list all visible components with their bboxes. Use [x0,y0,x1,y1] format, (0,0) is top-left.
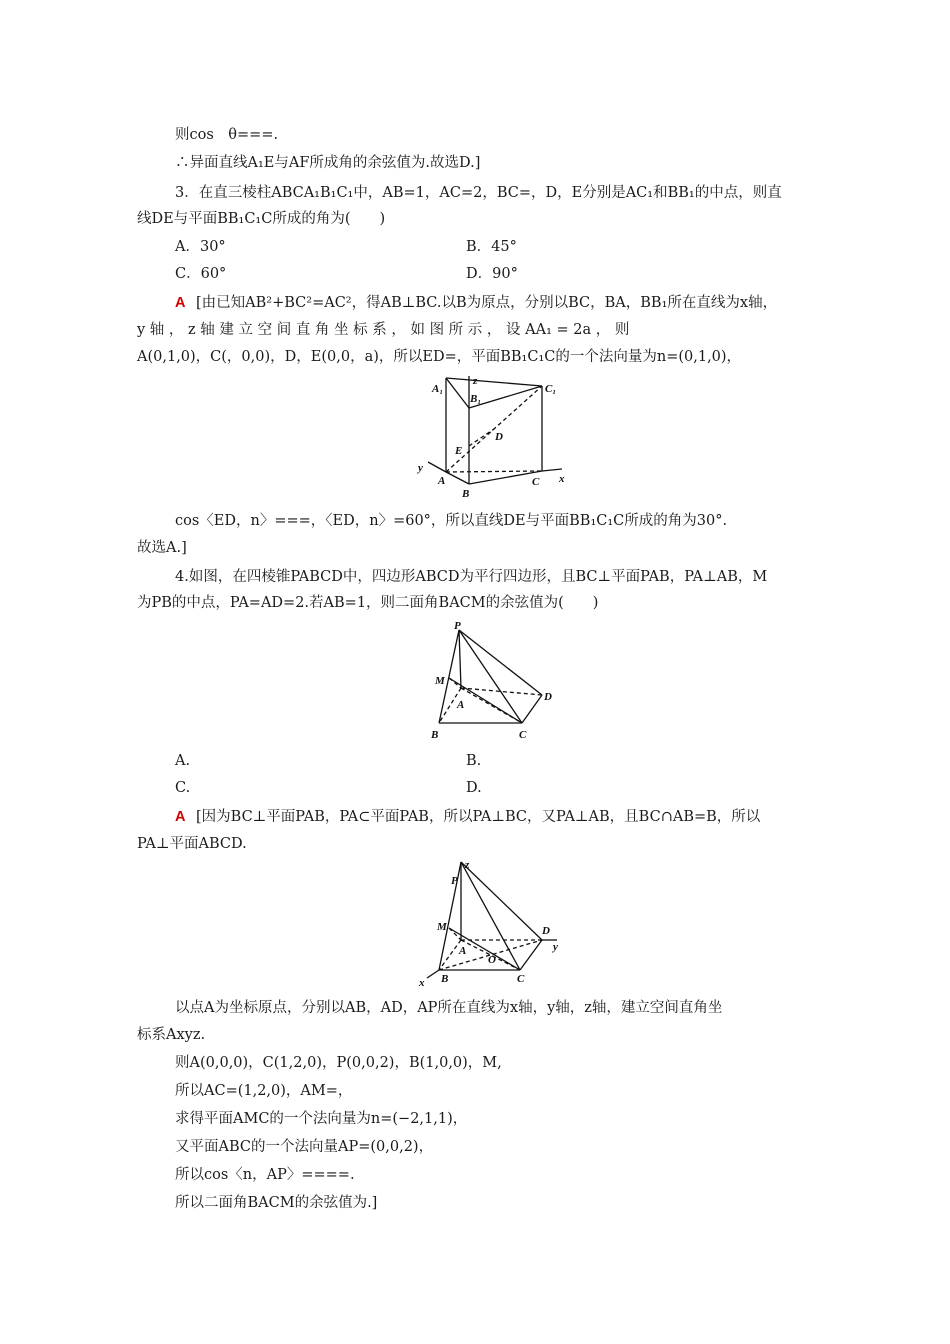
label-B: B [441,973,449,985]
answer-label: A [175,809,186,825]
problem-4-stem: 4.如图，在四棱锥PABCD中，四边形ABCD为平行四边形，且BC⊥平面PAB，PA⊥AB，M [175,569,768,585]
label-y: y [418,462,423,474]
label-x: x [419,977,425,989]
solution-line: 求得平面AMC的一个法向量为n=(−2,1,1)， [175,1111,468,1127]
label-D: D [544,691,552,703]
solution-line: 则A(0,0,0)，C(1,2,0)，P(0,0,2)，B(1,0,0)，M, [175,1055,502,1071]
solution-line: PA⊥平面ABCD. [137,836,247,852]
label-B1: B₁ [470,393,482,405]
label-A: A [457,699,465,711]
solution-line: cos〈ED，n〉===，〈ED，n〉=60°，所以直线DE与平面BB₁C₁C所成的角为30°. [175,513,728,529]
label-z: z [473,375,478,387]
solution-line: [因为BC⊥平面PAB，PA⊂平面PAB，所以PA⊥BC，又PA⊥AB，且BC∩AB=B，所以 [196,809,761,825]
label-M: M [435,675,445,687]
choice-d: D．90° [466,266,518,282]
choice-c: C. [175,780,191,796]
label-M: M [437,921,447,933]
label-O: O [488,954,496,966]
label-C: C [519,729,527,741]
label-B: B [431,729,439,741]
problem-4-stem: 为PB的中点，PA=AD=2.若AB=1，则二面角BACM的余弦值为( ) [137,595,599,611]
choice-b: B. [466,753,482,769]
solution-line: 故选A.] [137,540,187,556]
label-E: E [455,445,463,457]
label-P: P [454,620,461,632]
solution-line: 以点A为坐标原点，分别以AB，AD，AP所在直线为x轴，y轴，z轴，建立空间直角坐 [175,1000,723,1016]
solution-line: 又平面ABC的一个法向量AP=(0,0,2)， [175,1139,434,1155]
solution-line: 所以cos〈n，AP〉====. [175,1167,355,1183]
label-x: x [559,473,565,485]
solution-line: A(0,1,0)，C(，0,0)，D，E(0,0，a)，所以ED=，平面BB₁C₁C的一个法向量为n=(0,1,0)， [137,349,742,365]
label-y: y [553,941,558,953]
choice-c: C．60° [175,266,227,282]
label-B: B [462,488,470,500]
label-D: D [495,431,503,443]
solution-line: 所以二面角BACM的余弦值为.] [175,1195,378,1211]
text-line: 则cos θ===. [175,127,279,143]
problem-3-stem: 3．在直三棱柱ABCA₁B₁C₁中，AB=1，AC=2，BC=，D，E分别是AC₁和BB₁的中点，则直 [175,185,782,201]
label-P: P [451,875,458,887]
label-A1: A₁ [432,383,444,395]
solution-line: 标系Axyz. [137,1027,206,1043]
label-A: A [438,475,446,487]
label-C1: C₁ [545,383,557,395]
text-line: ∴异面直线A₁E与AF所成角的余弦值为.故选D.] [175,155,481,171]
choice-b: B．45° [466,239,517,255]
prism-figure [410,372,580,500]
pyramid-axes-figure [415,858,575,988]
solution-line: y 轴 ， z 轴 建 立 空 间 直 角 坐 标 系 ， 如 图 所 示 ， 设 AA₁ = 2a ， 则 [137,322,630,338]
choice-a: A. [175,753,191,769]
choice-a: A．30° [175,239,226,255]
solution-line: 所以AC=(1,2,0)，AM=， [175,1083,353,1099]
answer-label: A [175,295,186,311]
label-D: D [542,925,550,937]
choice-d: D. [466,780,482,796]
problem-3-stem: 线DE与平面BB₁C₁C所成的角为( ) [137,211,386,227]
label-C: C [532,476,540,488]
solution-line: [由已知AB²+BC²=AC²，得AB⊥BC.以B为原点，分别以BC，BA，BB₁所在直线为x轴， [196,295,778,311]
label-A: A [459,945,467,957]
label-C: C [517,973,525,985]
pyramid-figure [425,620,565,744]
label-z: z [465,859,470,871]
